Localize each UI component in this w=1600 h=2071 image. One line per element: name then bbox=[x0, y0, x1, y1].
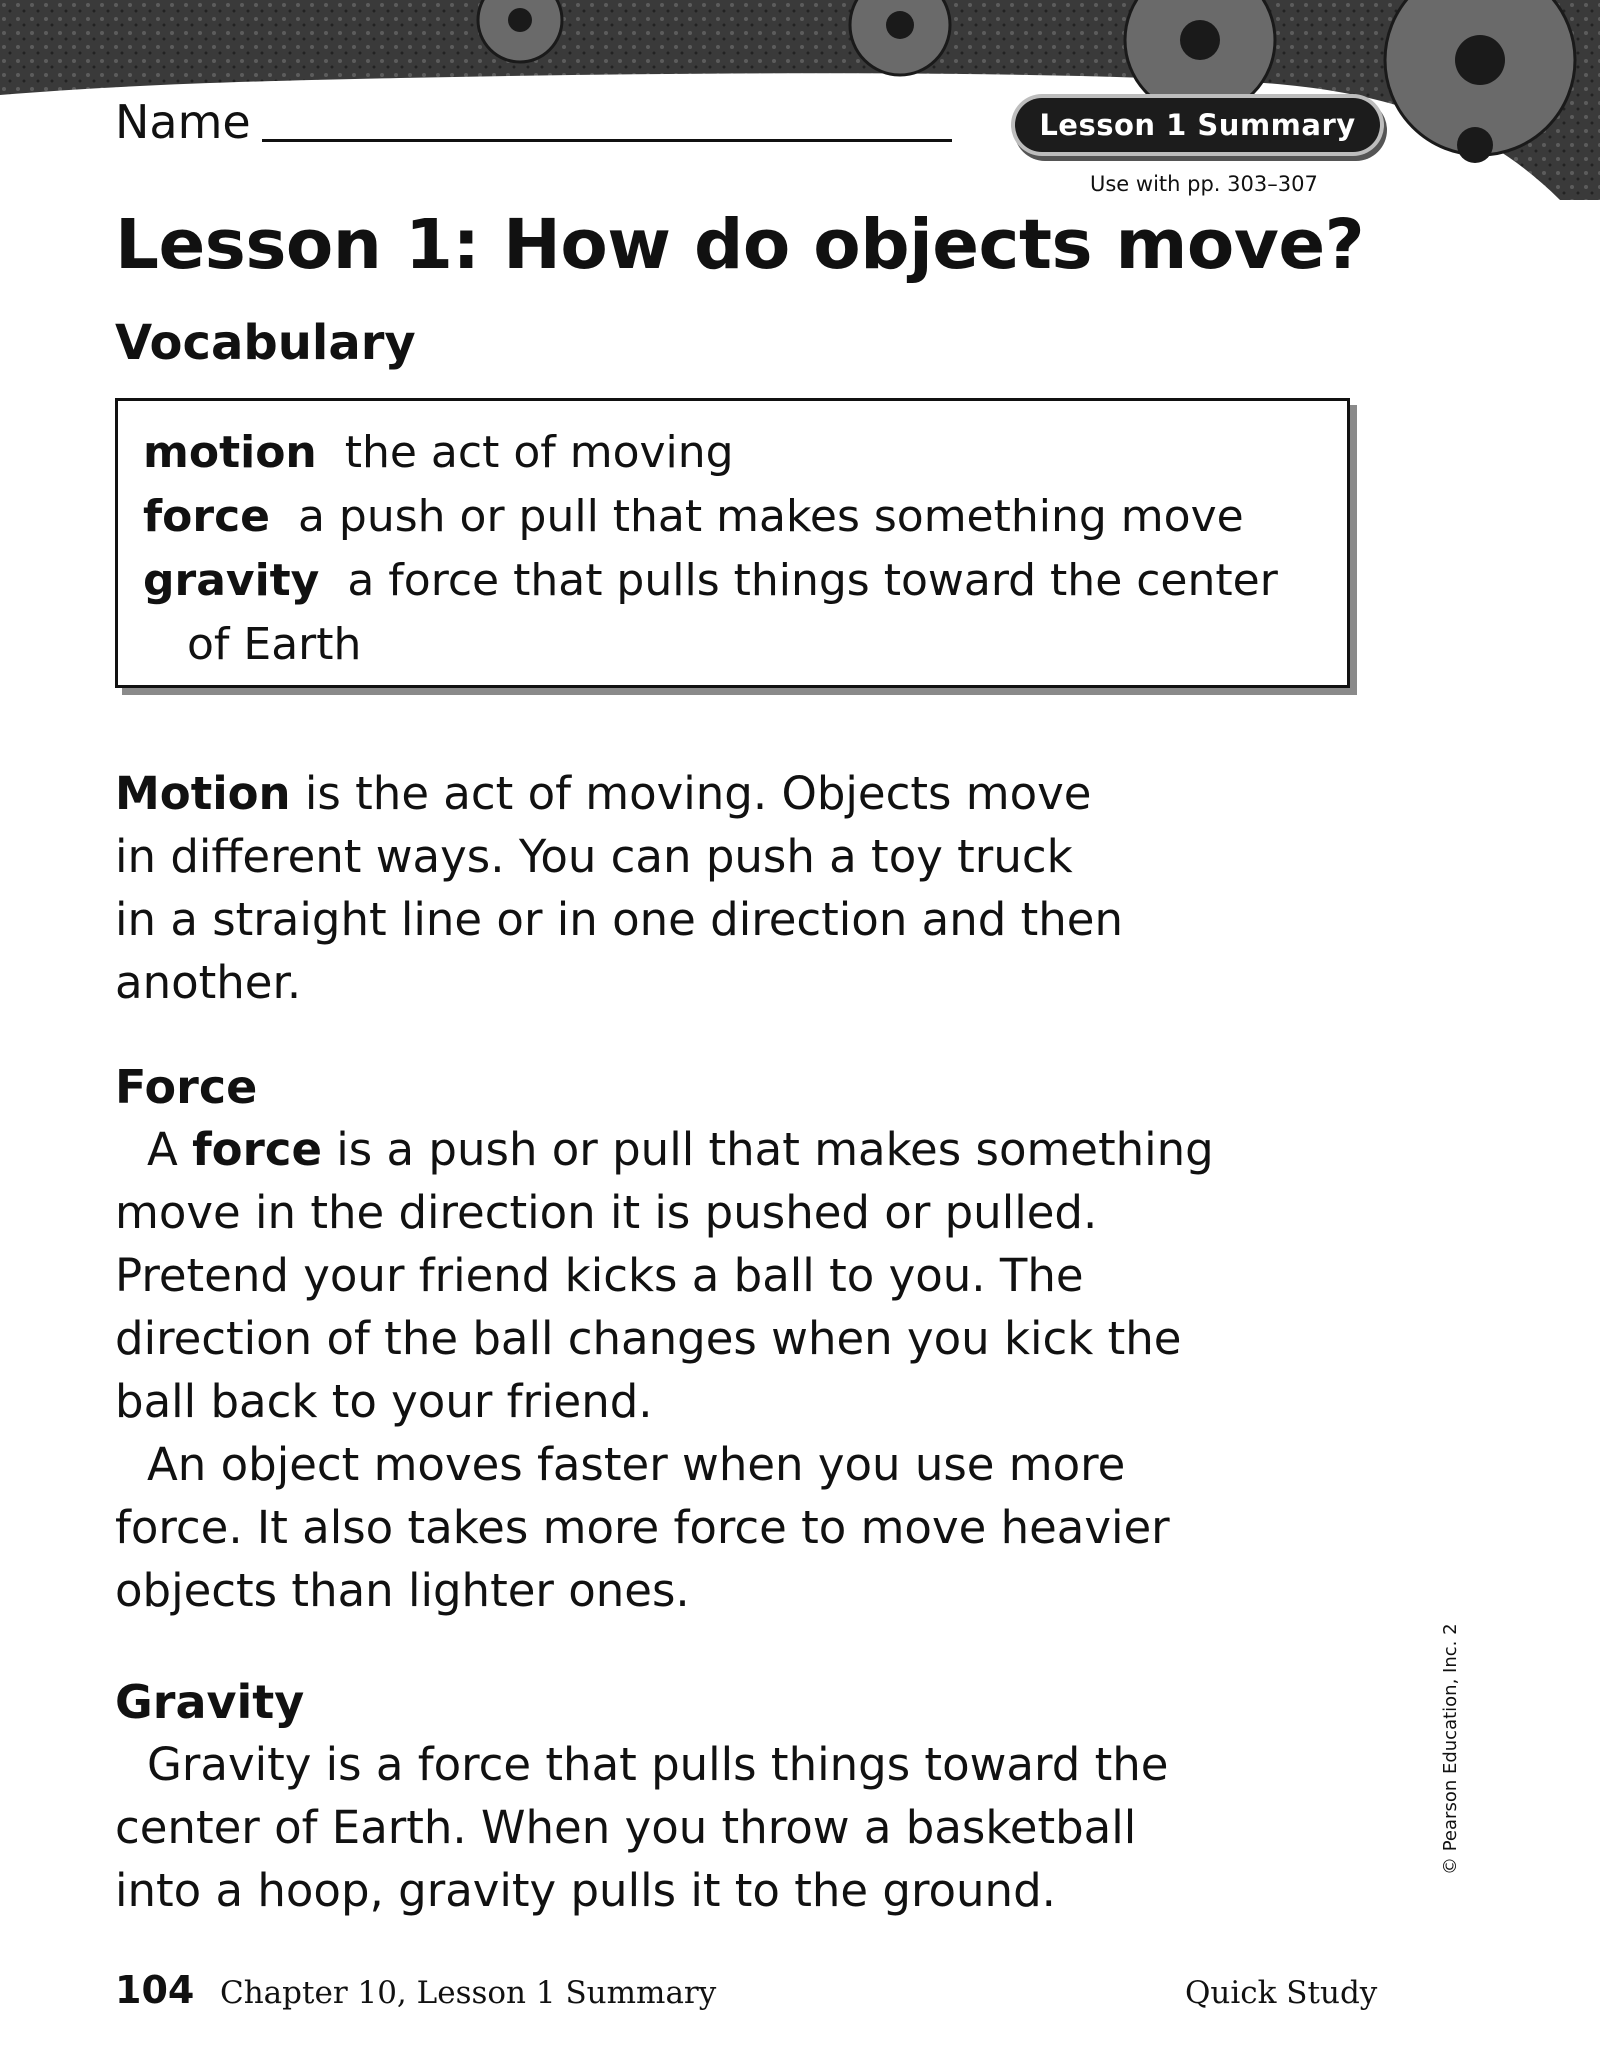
gravity-line: Gravity is a force that pulls things toward the bbox=[147, 1738, 1169, 1791]
page-reference: Use with pp. 303–307 bbox=[1090, 172, 1318, 196]
vocabulary-heading: Vocabulary bbox=[115, 315, 416, 371]
vocab-term: gravity bbox=[143, 555, 320, 606]
footer-chapter: Chapter 10, Lesson 1 Summary bbox=[220, 1975, 717, 2011]
force-line: is a push or pull that makes something bbox=[321, 1123, 1214, 1176]
intro-line: another. bbox=[115, 956, 302, 1009]
vocabulary-box bbox=[115, 398, 1350, 688]
force-line: move in the direction it is pushed or pulled. bbox=[115, 1186, 1098, 1239]
force-paragraph bbox=[115, 1118, 1214, 1622]
vocab-term: force bbox=[143, 491, 270, 542]
name-line[interactable] bbox=[262, 139, 952, 142]
intro-line: in a straight line or in one direction and then bbox=[115, 893, 1123, 946]
vocab-definition: a force that pulls things toward the center bbox=[347, 555, 1278, 606]
force-line: An object moves faster when you use more bbox=[147, 1438, 1126, 1491]
intro-term: Motion bbox=[115, 767, 291, 820]
force-line: objects than lighter ones. bbox=[115, 1564, 690, 1617]
intro-paragraph bbox=[115, 762, 1195, 1014]
intro-line: in different ways. You can push a toy truck bbox=[115, 830, 1073, 883]
force-prefix: A bbox=[147, 1123, 193, 1176]
page-title: Lesson 1: How do objects move? bbox=[115, 205, 1365, 285]
vocab-definition: a push or pull that makes something move bbox=[297, 491, 1244, 542]
vocab-item-gravity bbox=[143, 549, 1278, 613]
vocab-item-force bbox=[143, 485, 1278, 549]
force-term: force bbox=[192, 1123, 322, 1176]
gravity-line: center of Earth. When you throw a basketball bbox=[115, 1801, 1137, 1854]
gravity-paragraph bbox=[115, 1733, 1195, 1922]
force-line: direction of the ball changes when you kick the bbox=[115, 1312, 1182, 1365]
gravity-heading: Gravity bbox=[115, 1675, 305, 1729]
page-number: 104 bbox=[115, 1968, 195, 2012]
vocab-term: motion bbox=[143, 427, 317, 478]
copyright-notice: © Pearson Education, Inc. 2 bbox=[1440, 1623, 1461, 1875]
force-line: ball back to your friend. bbox=[115, 1375, 653, 1428]
lesson-summary-label: Lesson 1 Summary bbox=[1039, 108, 1356, 142]
lesson-summary-badge bbox=[1015, 98, 1380, 152]
force-line: force. It also takes more force to move heavier bbox=[115, 1501, 1170, 1554]
vocab-definition: the act of moving bbox=[344, 427, 734, 478]
name-label: Name bbox=[115, 95, 251, 149]
intro-line: is the act of moving. Objects move bbox=[290, 767, 1092, 820]
force-heading: Force bbox=[115, 1060, 258, 1114]
gravity-line: into a hoop, gravity pulls it to the ground. bbox=[115, 1864, 1056, 1917]
vocab-definition-continuation: of Earth bbox=[187, 619, 362, 670]
vocab-item-motion bbox=[143, 421, 1278, 485]
force-line: Pretend your friend kicks a ball to you. The bbox=[115, 1249, 1084, 1302]
footer-book-title: Quick Study bbox=[1185, 1975, 1378, 2011]
